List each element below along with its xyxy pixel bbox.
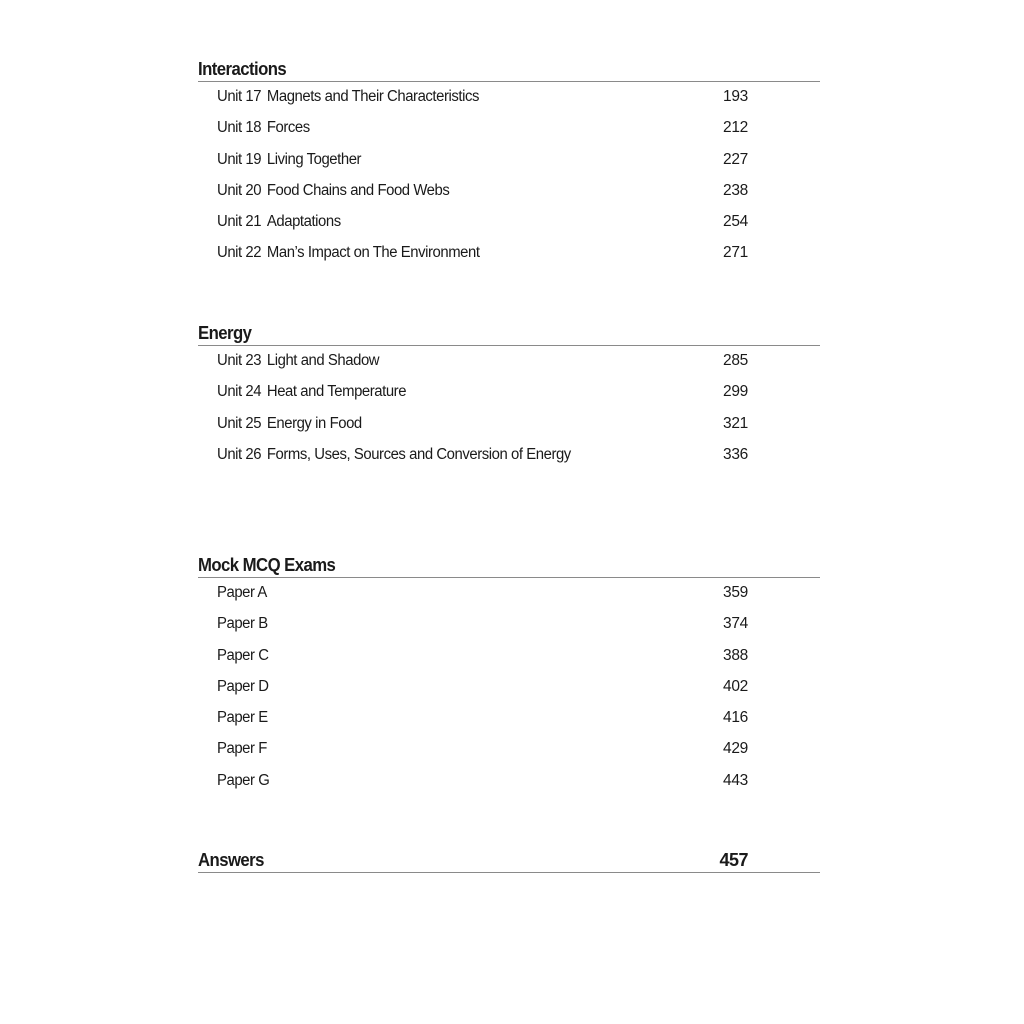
entry-label xyxy=(217,182,449,200)
toc-entry[interactable] xyxy=(198,207,820,238)
entry-title: Light and Shadow xyxy=(266,352,380,369)
entry-page-number: 374 xyxy=(723,615,748,633)
section-heading[interactable] xyxy=(198,555,820,578)
entry-page-number: 227 xyxy=(723,150,748,168)
entry-page-number: 402 xyxy=(723,677,748,695)
entry-label xyxy=(217,584,267,602)
entry-page-number: 285 xyxy=(723,352,748,369)
entry-page-number: 193 xyxy=(723,88,748,105)
entry-page-number: 443 xyxy=(723,771,748,789)
entry-title: Paper A xyxy=(217,584,267,601)
toc-entry[interactable] xyxy=(198,609,820,640)
entry-label xyxy=(217,709,268,727)
entry-title: Paper E xyxy=(217,709,268,727)
section-title: Interactions xyxy=(198,59,287,79)
entry-page-number: 271 xyxy=(723,244,748,262)
entry-label xyxy=(217,415,362,433)
entry-label xyxy=(217,352,379,370)
entry-label xyxy=(217,383,406,401)
unit-number: Unit 23 xyxy=(217,352,262,369)
section-title: Energy xyxy=(198,323,252,343)
entry-title: Energy in Food xyxy=(266,414,362,432)
entry-page-number: 299 xyxy=(723,383,748,401)
unit-number: Unit 26 xyxy=(217,445,262,463)
toc-entry[interactable] xyxy=(198,82,820,113)
toc-entry[interactable] xyxy=(198,766,820,797)
entry-label xyxy=(217,213,341,231)
entry-title: Adaptations xyxy=(266,213,341,231)
entry-title: Paper G xyxy=(217,771,270,789)
entry-title: Food Chains and Food Webs xyxy=(266,181,450,199)
entry-title: Forces xyxy=(266,119,310,137)
toc-entry[interactable] xyxy=(198,703,820,734)
entry-label xyxy=(217,119,310,137)
entry-title: Living Together xyxy=(266,150,362,168)
entry-label xyxy=(217,151,361,169)
toc-entry[interactable] xyxy=(198,734,820,765)
entry-page-number: 388 xyxy=(723,646,748,664)
unit-number: Unit 17 xyxy=(217,88,262,105)
entry-label xyxy=(217,615,268,633)
unit-number: Unit 19 xyxy=(217,150,262,168)
section-heading[interactable] xyxy=(198,59,820,82)
toc-entry[interactable] xyxy=(198,113,820,144)
entry-page-number: 429 xyxy=(723,740,748,758)
entry-label xyxy=(217,244,480,262)
toc-entry[interactable] xyxy=(198,641,820,672)
toc-entry[interactable] xyxy=(198,176,820,207)
entry-page-number: 336 xyxy=(723,445,748,463)
section-title: Mock MCQ Exams xyxy=(198,555,336,575)
entry-page-number: 254 xyxy=(723,213,748,231)
section-heading[interactable] xyxy=(198,323,820,346)
toc-entry[interactable] xyxy=(198,377,820,408)
unit-number: Unit 20 xyxy=(217,181,262,199)
toc-entry[interactable] xyxy=(198,238,820,269)
entry-label xyxy=(217,88,479,106)
toc-entry[interactable] xyxy=(198,346,820,377)
section-title: Answers xyxy=(198,850,264,870)
entry-label xyxy=(217,740,267,758)
toc-section xyxy=(198,323,820,471)
entry-title: Paper F xyxy=(217,740,267,758)
entry-title: Paper D xyxy=(217,677,269,695)
toc-section xyxy=(198,555,820,797)
entry-page-number: 416 xyxy=(723,709,748,727)
entry-page-number: 321 xyxy=(723,414,748,432)
entry-title: Magnets and Their Characteristics xyxy=(266,88,479,105)
entry-page-number: 212 xyxy=(723,119,748,137)
entry-label xyxy=(217,678,269,696)
toc-entry[interactable] xyxy=(198,440,820,471)
toc-section xyxy=(198,59,820,270)
entry-title: Heat and Temperature xyxy=(266,383,407,401)
toc-entry[interactable] xyxy=(198,578,820,609)
unit-number: Unit 21 xyxy=(217,213,262,231)
unit-number: Unit 18 xyxy=(217,119,262,137)
entry-title: Forms, Uses, Sources and Conversion of Energy xyxy=(266,445,571,463)
entry-label xyxy=(217,772,269,790)
entry-title: Man’s Impact on The Environment xyxy=(266,244,480,262)
unit-number: Unit 24 xyxy=(217,383,262,401)
entry-page-number: 238 xyxy=(723,181,748,199)
toc-entry[interactable] xyxy=(198,672,820,703)
entry-title: Paper C xyxy=(217,646,269,664)
entry-page-number: 359 xyxy=(723,584,748,601)
entry-label xyxy=(217,446,571,464)
entry-title: Paper B xyxy=(217,615,268,633)
entry-label xyxy=(217,647,269,665)
section-heading[interactable] xyxy=(198,850,820,873)
toc-section xyxy=(198,850,820,873)
toc-entry[interactable] xyxy=(198,145,820,176)
unit-number: Unit 22 xyxy=(217,244,262,262)
toc-entry[interactable] xyxy=(198,409,820,440)
unit-number: Unit 25 xyxy=(217,414,262,432)
section-page-number: 457 xyxy=(719,850,748,870)
